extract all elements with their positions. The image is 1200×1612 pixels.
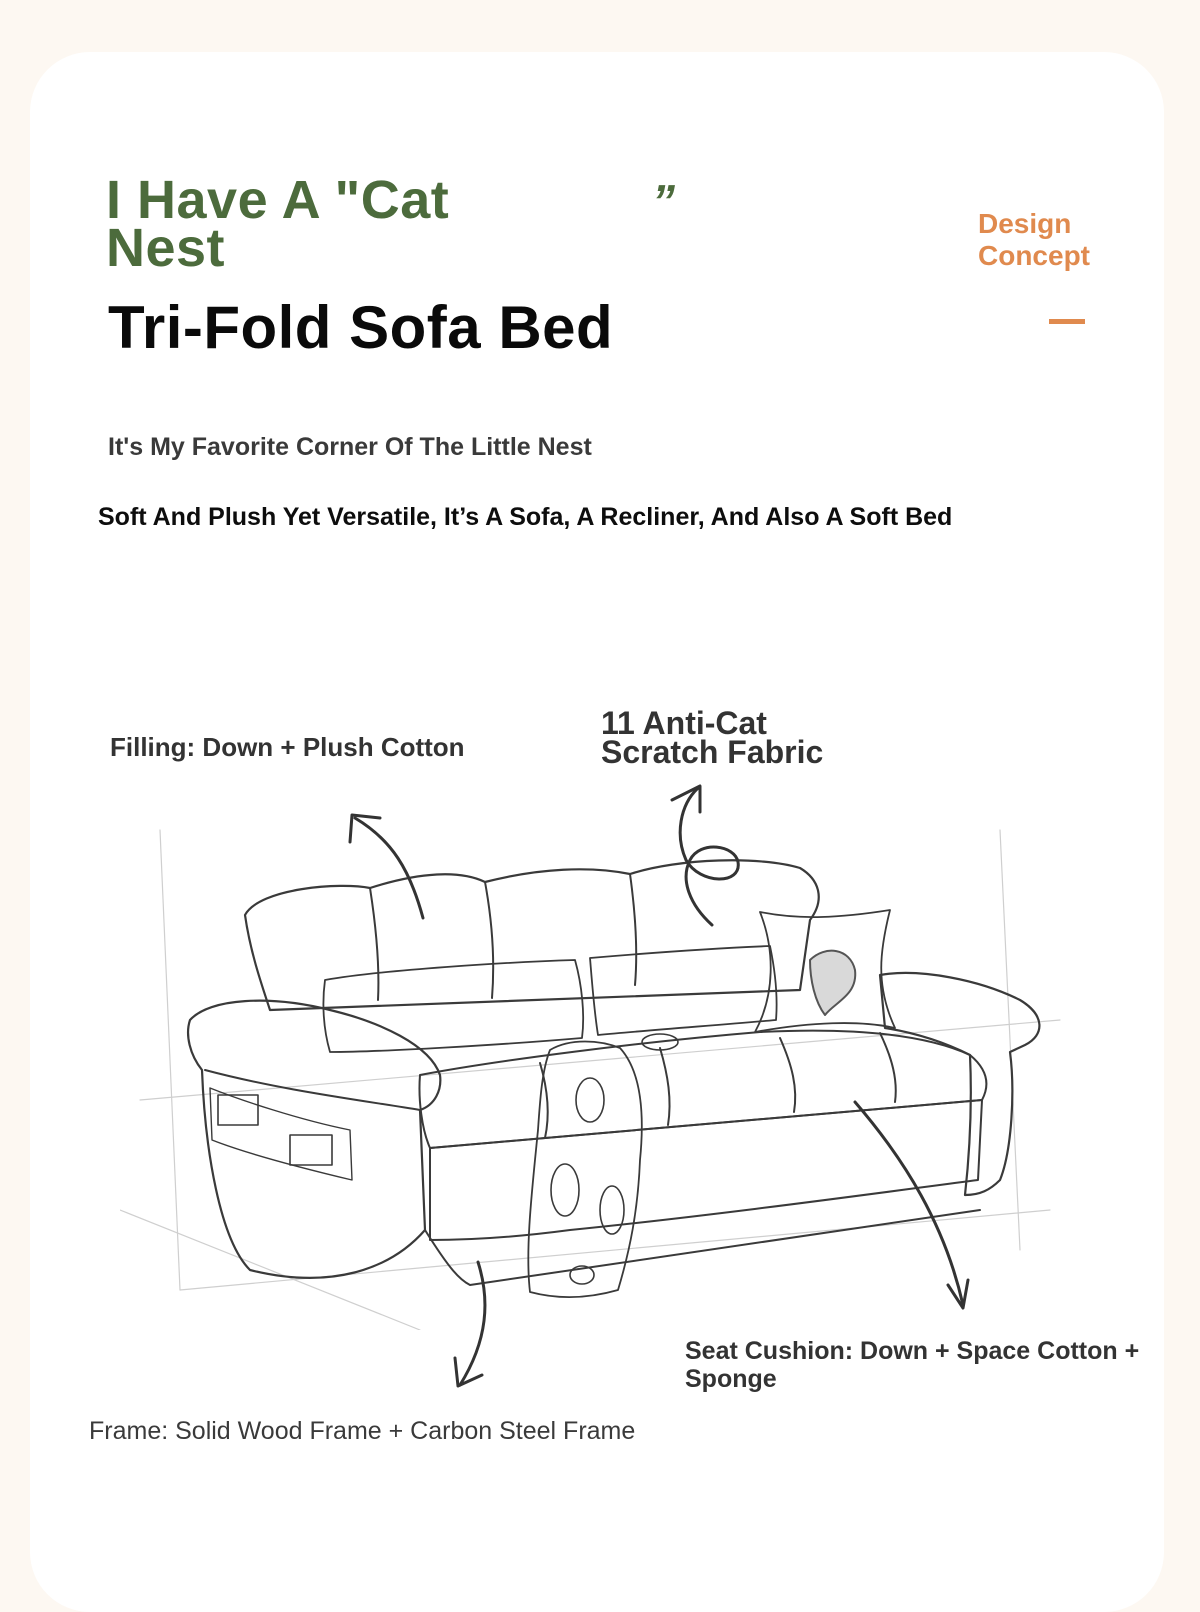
seat-cushion-callout: Seat Cushion: Down + Space Cotton + Sponge: [685, 1337, 1140, 1393]
frame-arrow-icon: [455, 1262, 485, 1386]
fabric-callout-line2: Scratch Fabric: [601, 734, 824, 770]
frame-callout: Frame: Solid Wood Frame + Carbon Steel Frame: [89, 1417, 636, 1445]
headline-line2: Nest: [106, 218, 226, 278]
seat-arrow-icon: [855, 1102, 968, 1308]
product-title: Tri-Fold Sofa Bed: [108, 294, 614, 361]
tagline: Soft And Plush Yet Versatile, It’s A Sofa, A Recliner, And Also A Soft Bed: [98, 503, 953, 531]
filling-callout: Filling: Down + Plush Cotton: [110, 732, 465, 762]
design-concept-line2: Concept: [978, 240, 1090, 271]
subtitle: It's My Favorite Corner Of The Little Nest: [108, 433, 592, 461]
fabric-callout-line1: 11 Anti-Cat: [601, 705, 767, 741]
headline-line1: I Have A "Cat: [106, 170, 450, 230]
fabric-arrow-icon: [672, 786, 738, 925]
closing-quote: ”: [652, 175, 675, 227]
design-concept-line1: Design: [978, 208, 1072, 239]
filling-arrow-icon: [350, 815, 423, 918]
